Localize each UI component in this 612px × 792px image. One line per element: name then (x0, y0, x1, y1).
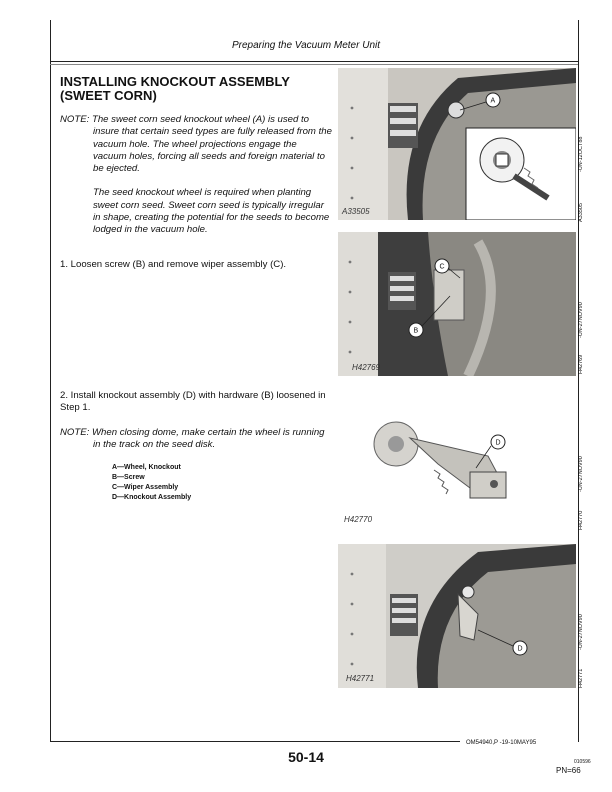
figure-3-id: H42770 (344, 515, 373, 524)
step-2: 2. Install knockout assembly (D) with hardware (B) loosened in Step 1. (60, 390, 326, 414)
figure-1-side-code: -UN-12OCT88 (578, 136, 584, 172)
figure-3-side-code: -UN-27NOV90 (578, 456, 584, 492)
left-rule (50, 20, 51, 742)
legend-item-d: D—Knockout Assembly (112, 494, 192, 501)
note-block-2 (60, 427, 332, 452)
step-1: 1. Loosen screw (B) and remove wiper assembly (C). (60, 259, 287, 270)
figure-1-side-id: A33505 (578, 203, 584, 222)
page-number: 50-14 (288, 749, 324, 765)
callout-d-2: D (517, 645, 523, 653)
figure-4-side-code: -UN-27NOV90 (578, 614, 584, 650)
figure-2-id: H42769 (352, 363, 381, 372)
note-paragraph-1: NOTE: The sweet corn seed knockout wheel (A) is used to insure that certain seed types are fully released from the vacuum hole. The wheel projections engage the vacuum holes, forcing all seeds and foreign material to be ejected. (60, 114, 332, 175)
callout-a: A (490, 97, 496, 105)
note-block-1 (60, 114, 332, 237)
callout-b: B (413, 327, 419, 335)
figure-2-side-id: H42769 (578, 354, 584, 374)
top-rule (50, 61, 578, 62)
note-2-text: NOTE: When closing dome, make certain the wheel is running in the track on the seed disk. (60, 427, 325, 451)
bottom-rule (50, 741, 460, 742)
footer-code: OM54940,P -19-10MAY95 (466, 740, 537, 746)
figure-legend (112, 463, 191, 503)
note-paragraph-2: The seed knockout wheel is required when planting sweet corn seed. Sweet corn seed is typically irregular in shape, creating the potential for the seeds to become lodged in the vacuum hole. (93, 187, 330, 236)
legend-item-a: A—Wheel, Knockout (112, 464, 181, 471)
figure-photo-2 (338, 232, 576, 376)
footer-pn: PN=66 (556, 766, 581, 775)
section-top-rule (50, 64, 578, 65)
section-heading: INSTALLING KNOCKOUT ASSEMBLY (SWEET CORN) (60, 74, 290, 103)
figure-1-id: A33505 (342, 207, 370, 216)
figure-photo-4 (338, 544, 576, 688)
legend-item-b: B—Screw (112, 474, 145, 481)
figure-4-side-id: H42771 (578, 668, 584, 688)
callout-d-1: D (495, 439, 501, 447)
footer-small-code: 010596 (574, 759, 591, 765)
figure-2-side-code: -UN-27NOV90 (578, 302, 584, 338)
figure-4-id: H42771 (346, 674, 375, 683)
figure-photo-1 (338, 68, 576, 220)
page-header-title: Preparing the Vacuum Meter Unit (231, 40, 381, 51)
callout-c: C (439, 263, 445, 271)
figure-photo-3 (338, 386, 576, 530)
legend-item-c: C—Wiper Assembly (112, 484, 179, 491)
figure-3-side-id: H42770 (578, 510, 584, 530)
